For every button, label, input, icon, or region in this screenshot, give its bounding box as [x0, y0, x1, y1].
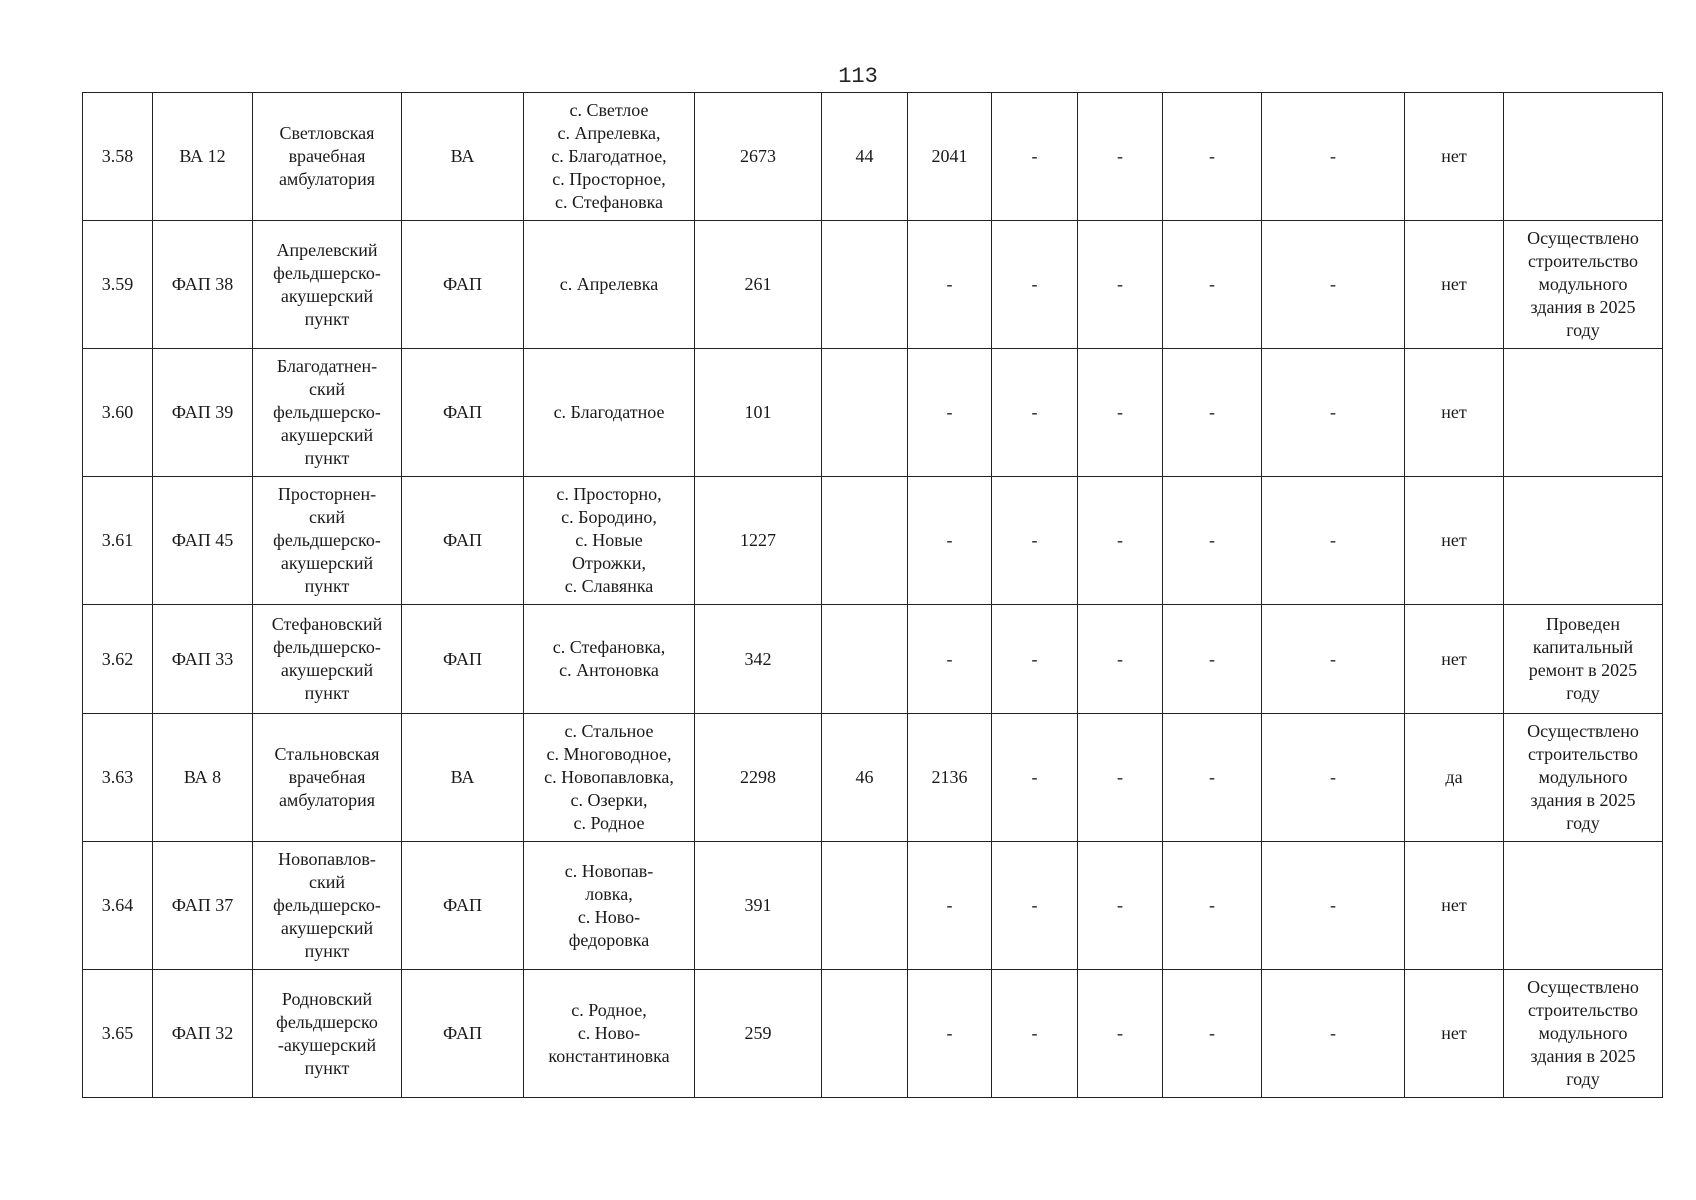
page-number: 113 [838, 64, 878, 89]
column-12-cell: - [1262, 970, 1405, 1098]
column-12-cell: - [1262, 842, 1405, 970]
facility-type-cell: ВА [402, 714, 524, 842]
column-9-cell: - [992, 605, 1078, 714]
settlements-cell: с. Светлое с. Апрелевка, с. Благодатное, с. Просторное, с. Стефановка [524, 93, 695, 221]
column-7-cell [822, 605, 908, 714]
facility-type-cell: ВА [402, 93, 524, 221]
column-10-cell: - [1078, 221, 1163, 349]
facility-code-cell: ФАП 33 [153, 605, 253, 714]
note-cell [1504, 842, 1663, 970]
column-12-cell: - [1262, 714, 1405, 842]
row-number-cell: 3.60 [83, 349, 153, 477]
column-12-cell: - [1262, 605, 1405, 714]
settlements-cell: с. Новопав- ловка, с. Ново- федоровка [524, 842, 695, 970]
column-10-cell: - [1078, 714, 1163, 842]
table-row [83, 349, 1663, 477]
facility-type-cell: ФАП [402, 349, 524, 477]
facility-code-cell: ФАП 32 [153, 970, 253, 1098]
facility-name-cell: Светловская врачебная амбулатория [253, 93, 402, 221]
table-row [83, 221, 1663, 349]
facility-type-cell: ФАП [402, 842, 524, 970]
facilities-table [82, 92, 1663, 1098]
column-8-cell: 2136 [908, 714, 992, 842]
row-number-cell: 3.58 [83, 93, 153, 221]
column-8-cell: - [908, 605, 992, 714]
facility-name-cell: Стальновская врачебная амбулатория [253, 714, 402, 842]
column-11-cell: - [1163, 477, 1262, 605]
note-cell [1504, 477, 1663, 605]
population-cell: 391 [695, 842, 822, 970]
settlements-cell: с. Стальное с. Многоводное, с. Новопавловка, с. Озерки, с. Родное [524, 714, 695, 842]
column-13-cell: да [1405, 714, 1504, 842]
column-10-cell: - [1078, 93, 1163, 221]
column-13-cell: нет [1405, 477, 1504, 605]
table-row [83, 842, 1663, 970]
column-13-cell: нет [1405, 605, 1504, 714]
column-8-cell: - [908, 970, 992, 1098]
row-number-cell: 3.64 [83, 842, 153, 970]
facility-name-cell: Благодатнен- ский фельдшерско- акушерский пункт [253, 349, 402, 477]
facility-name-cell: Стефановский фельдшерско- акушерский пункт [253, 605, 402, 714]
note-cell: Осуществлено строительство модульного здания в 2025 году [1504, 970, 1663, 1098]
column-8-cell: - [908, 349, 992, 477]
facility-code-cell: ФАП 37 [153, 842, 253, 970]
facility-name-cell: Апрелевский фельдшерско- акушерский пункт [253, 221, 402, 349]
settlements-cell: с. Стефановка, с. Антоновка [524, 605, 695, 714]
column-7-cell [822, 970, 908, 1098]
row-number-cell: 3.65 [83, 970, 153, 1098]
column-7-cell [822, 842, 908, 970]
table-row [83, 605, 1663, 714]
population-cell: 342 [695, 605, 822, 714]
column-10-cell: - [1078, 477, 1163, 605]
column-11-cell: - [1163, 93, 1262, 221]
column-7-cell [822, 221, 908, 349]
population-cell: 261 [695, 221, 822, 349]
note-cell [1504, 93, 1663, 221]
settlements-cell: с. Апрелевка [524, 221, 695, 349]
column-8-cell: - [908, 842, 992, 970]
population-cell: 101 [695, 349, 822, 477]
population-cell: 2673 [695, 93, 822, 221]
facility-code-cell: ВА 8 [153, 714, 253, 842]
column-9-cell: - [992, 349, 1078, 477]
column-9-cell: - [992, 477, 1078, 605]
column-7-cell: 46 [822, 714, 908, 842]
column-12-cell: - [1262, 93, 1405, 221]
column-9-cell: - [992, 221, 1078, 349]
row-number-cell: 3.63 [83, 714, 153, 842]
settlements-cell: с. Благодатное [524, 349, 695, 477]
population-cell: 259 [695, 970, 822, 1098]
column-13-cell: нет [1405, 349, 1504, 477]
column-13-cell: нет [1405, 970, 1504, 1098]
facility-type-cell: ФАП [402, 221, 524, 349]
column-11-cell: - [1163, 605, 1262, 714]
note-cell: Проведен капитальный ремонт в 2025 году [1504, 605, 1663, 714]
column-11-cell: - [1163, 221, 1262, 349]
facility-type-cell: ФАП [402, 477, 524, 605]
column-9-cell: - [992, 714, 1078, 842]
table-row [83, 93, 1663, 221]
column-13-cell: нет [1405, 221, 1504, 349]
column-10-cell: - [1078, 970, 1163, 1098]
row-number-cell: 3.61 [83, 477, 153, 605]
note-cell: Осуществлено строительство модульного здания в 2025 году [1504, 221, 1663, 349]
column-10-cell: - [1078, 842, 1163, 970]
facility-code-cell: ФАП 38 [153, 221, 253, 349]
column-8-cell: - [908, 477, 992, 605]
row-number-cell: 3.59 [83, 221, 153, 349]
column-7-cell [822, 349, 908, 477]
column-7-cell: 44 [822, 93, 908, 221]
column-9-cell: - [992, 970, 1078, 1098]
population-cell: 2298 [695, 714, 822, 842]
settlements-cell: с. Просторно, с. Бородино, с. Новые Отрожки, с. Славянка [524, 477, 695, 605]
column-11-cell: - [1163, 349, 1262, 477]
settlements-cell: с. Родное, с. Ново- константиновка [524, 970, 695, 1098]
column-9-cell: - [992, 93, 1078, 221]
column-10-cell: - [1078, 605, 1163, 714]
column-9-cell: - [992, 842, 1078, 970]
row-number-cell: 3.62 [83, 605, 153, 714]
note-cell: Осуществлено строительство модульного здания в 2025 году [1504, 714, 1663, 842]
column-10-cell: - [1078, 349, 1163, 477]
column-11-cell: - [1163, 970, 1262, 1098]
column-12-cell: - [1262, 477, 1405, 605]
population-cell: 1227 [695, 477, 822, 605]
facility-code-cell: ВА 12 [153, 93, 253, 221]
column-13-cell: нет [1405, 93, 1504, 221]
note-cell [1504, 349, 1663, 477]
facility-name-cell: Родновский фельдшерско -акушерский пункт [253, 970, 402, 1098]
column-8-cell: - [908, 221, 992, 349]
table-row [83, 714, 1663, 842]
facility-name-cell: Новопавлов- ский фельдшерско- акушерский пункт [253, 842, 402, 970]
facility-code-cell: ФАП 45 [153, 477, 253, 605]
column-8-cell: 2041 [908, 93, 992, 221]
facility-type-cell: ФАП [402, 970, 524, 1098]
facility-name-cell: Просторнен- ский фельдшерско- акушерский пункт [253, 477, 402, 605]
column-7-cell [822, 477, 908, 605]
column-11-cell: - [1163, 714, 1262, 842]
column-11-cell: - [1163, 842, 1262, 970]
facility-code-cell: ФАП 39 [153, 349, 253, 477]
table-row [83, 477, 1663, 605]
column-13-cell: нет [1405, 842, 1504, 970]
facility-type-cell: ФАП [402, 605, 524, 714]
column-12-cell: - [1262, 349, 1405, 477]
column-12-cell: - [1262, 221, 1405, 349]
table-row [83, 970, 1663, 1098]
